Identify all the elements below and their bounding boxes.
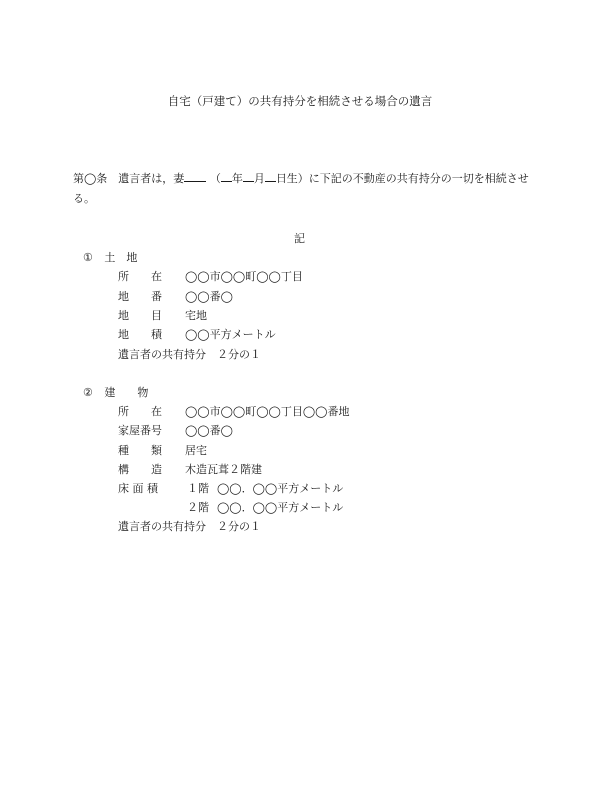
year-label: 年 [231, 172, 243, 185]
land-heading-label: 土 地 [104, 251, 138, 264]
floor-1-level: １階 [187, 482, 209, 495]
land-lot-number-value: ◯◯番◯ [185, 290, 233, 303]
birth-day-blank [265, 180, 276, 182]
floor-area-label: 床 面 積 [118, 482, 158, 495]
birth-month-blank [243, 180, 254, 182]
building-heading [83, 387, 148, 398]
building-type-value: 居宅 [185, 444, 207, 457]
article-body: 日生）に下記の不動産の共有持分の一切を相続させ [275, 172, 529, 185]
floor-1-area: ◯◯．◯◯平方メートル [217, 482, 344, 495]
land-lot-number-label: 地 番 [118, 290, 162, 303]
floor-2-area: ◯◯．◯◯平方メートル [217, 501, 344, 514]
land-heading-number: ① [83, 251, 93, 264]
open-paren: （ [209, 172, 221, 185]
land-category-value: 宅地 [185, 309, 207, 322]
building-share: 遺言者の共有持分 ２分の１ [118, 520, 261, 533]
land-share: 遺言者の共有持分 ２分の１ [118, 348, 261, 361]
building-house-number-value: ◯◯番◯ [185, 424, 233, 437]
building-house-number-label: 家屋番号 [118, 424, 162, 437]
floor-2-level: ２階 [187, 501, 209, 514]
building-structure-label: 構 造 [118, 463, 162, 476]
building-location-label: 所 在 [118, 405, 162, 418]
building-heading-number: ② [83, 386, 93, 399]
building-location-value: ◯◯市◯◯町◯◯丁目◯◯番地 [185, 405, 350, 418]
article-line-1 [73, 173, 529, 184]
land-area-label: 地 積 [118, 328, 162, 341]
building-heading-label: 建 物 [104, 386, 149, 399]
land-area-value: ◯◯平方メートル [185, 328, 276, 341]
land-location-label: 所 在 [118, 270, 162, 283]
wife-name-blank [184, 180, 206, 182]
article-line-2: る。 [73, 192, 95, 205]
birth-year-blank [221, 180, 232, 182]
document-title: 自宅（戸建て）の共有持分を相続させる場合の遺言 [167, 94, 433, 108]
building-structure-value: 木造瓦葺２階建 [185, 463, 262, 476]
land-heading [83, 252, 137, 263]
land-location-value: ◯◯市◯◯町◯◯丁目 [185, 270, 303, 283]
land-category-label: 地 目 [118, 309, 162, 322]
article-prefix: 第◯条 遺言者は，妻 [73, 172, 185, 185]
building-type-label: 種 類 [118, 444, 162, 457]
ki-heading: 記 [294, 232, 305, 245]
month-label: 月 [253, 172, 265, 185]
